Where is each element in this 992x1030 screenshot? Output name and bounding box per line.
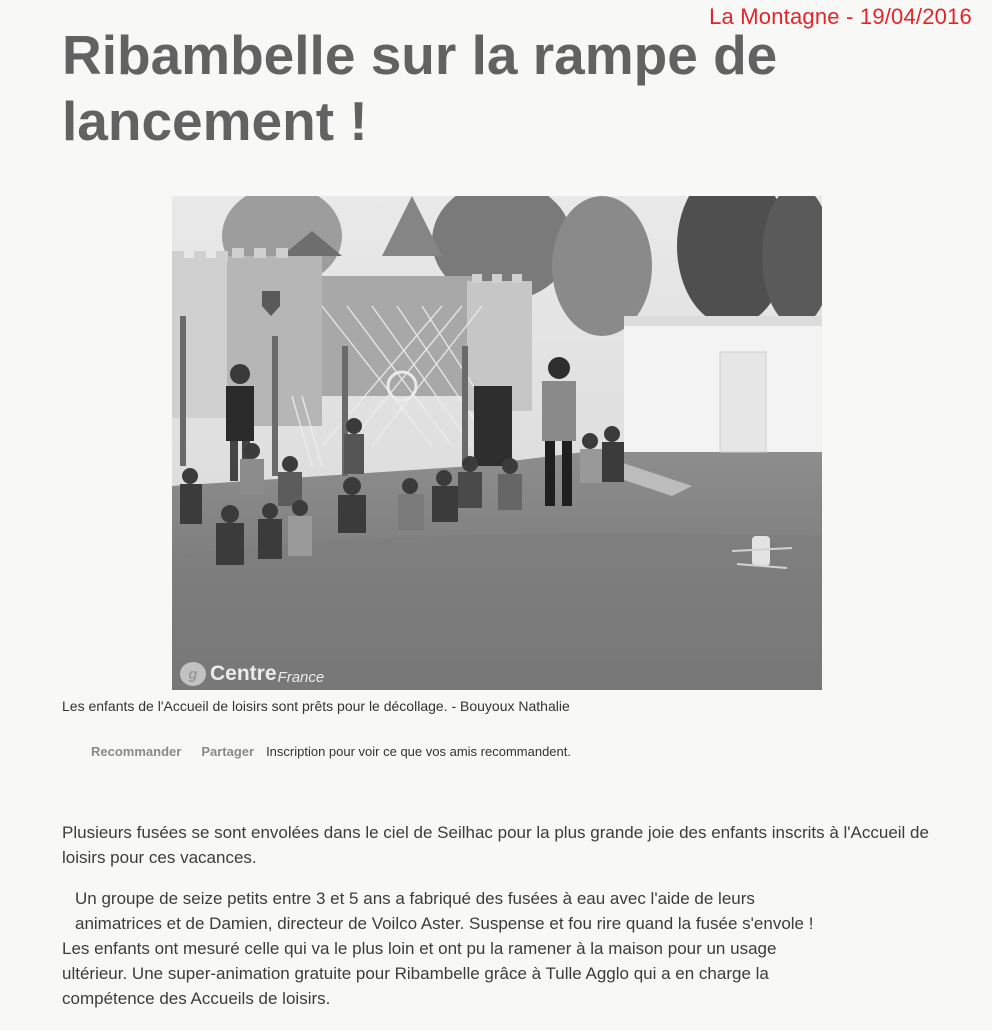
watermark-brand-sub: France bbox=[277, 668, 325, 686]
watermark-brand: Centre bbox=[210, 662, 277, 685]
paragraph-2-line: Les enfants ont mesuré celle qui va le plus loin et ont pu la ramener à la maison pour un usage bbox=[62, 939, 777, 958]
recommend-button[interactable]: Recommander bbox=[91, 744, 182, 759]
paragraph-2-line: compétence des Accueils de loisirs. bbox=[62, 989, 331, 1008]
paragraph-2-line: animatrices et de Damien, directeur de Voilco Aster. Suspense et fou rire quand la fusée s'envole ! bbox=[75, 914, 814, 933]
paragraph-2-line: ultérieur. Une super-animation gratuite pour Ribambelle grâce à Tulle Agglo qui a en charge la bbox=[62, 964, 769, 983]
article-paragraph-1: Plusieurs fusées se sont envolées dans le ciel de Seilhac pour la plus grande joie des enfants inscrits à l'Accueil de loisirs pour ces vacances. bbox=[62, 823, 929, 867]
source-stamp: La Montagne - 19/04/2016 bbox=[709, 4, 972, 29]
centrefrance-watermark bbox=[180, 662, 324, 686]
article-title: Ribambelle sur la rampe de lancement ! bbox=[62, 24, 778, 152]
signup-info-link[interactable]: Inscription pour voir ce que vos amis recommandent. bbox=[266, 744, 571, 759]
social-bar bbox=[91, 744, 571, 759]
article-paragraph-2 bbox=[62, 886, 942, 1011]
share-button[interactable]: Partager bbox=[201, 744, 255, 759]
photo-caption: Les enfants de l'Accueil de loisirs sont prêts pour le décollage. - Bouyoux Nathalie bbox=[62, 698, 570, 714]
paragraph-2-line: Un groupe de seize petits entre 3 et 5 ans a fabriqué des fusées à eau avec l'aide de leurs bbox=[75, 889, 755, 908]
article-photo bbox=[172, 196, 822, 690]
centrefrance-logo-icon: g bbox=[180, 662, 206, 686]
playground-photo-illustration bbox=[172, 196, 822, 690]
